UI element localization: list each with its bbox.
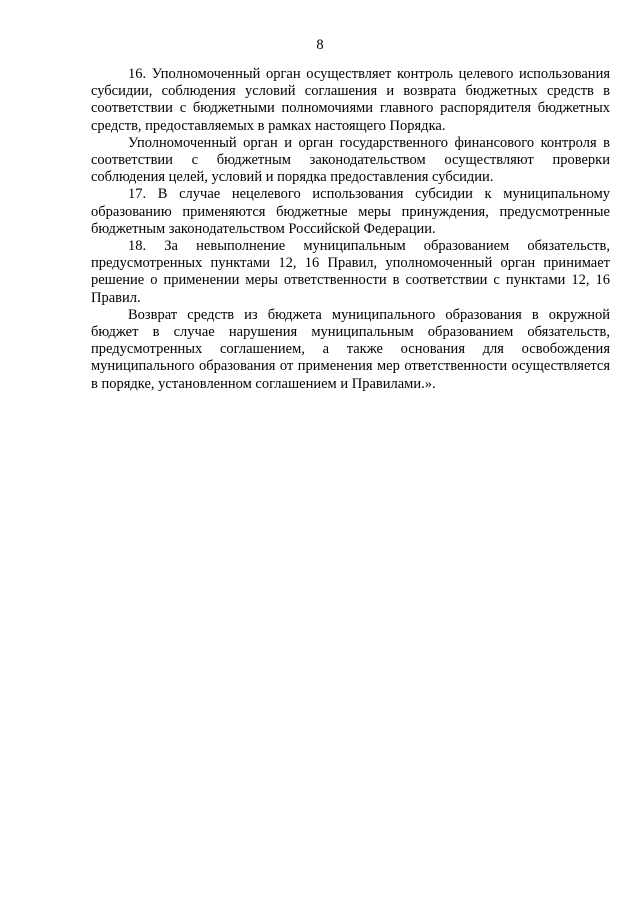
paragraph-16-control: Уполномоченный орган и орган государственного финансового контроля в соответствии с бюджетным законодательством осуществляют проверки соблюдения целей, условий и порядка предоставления субсидии. (91, 134, 610, 186)
page-number: 8 (316, 37, 324, 53)
paragraph-18: 18. За невыполнение муниципальным образованием обязательств, предусмотренных пунктами 12, 16 Правил, уполномоченный орган принимает решение о применении меры ответственности в соответствии с пунктами 12, 16 Правил. (91, 238, 610, 306)
document-body (91, 66, 610, 393)
paragraph-18-refund: Возврат средств из бюджета муниципального образования в окружной бюджет в случае нарушения муниципальным образованием обязательств, предусмотренных соглашением, а также основания для освобождения муниципального образования от применения мер ответственности осуществляется в порядке, установленном соглашением и Правилами.». (91, 306, 610, 392)
paragraph-17: 17. В случае нецелевого использования субсидии к муниципальному образованию применяются бюджетные меры принуждения, предусмотренные бюджетным законодательством Российской Федерации. (91, 186, 610, 237)
paragraph-16: 16. Уполномоченный орган осуществляет контроль целевого использования субсидии, соблюдения условий соглашения и возврата бюджетных средств в соответствии с бюджетными полномочиями главного распорядителя бюджетных средств, предоставляемых в рамках настоящего Порядка. (91, 66, 610, 134)
